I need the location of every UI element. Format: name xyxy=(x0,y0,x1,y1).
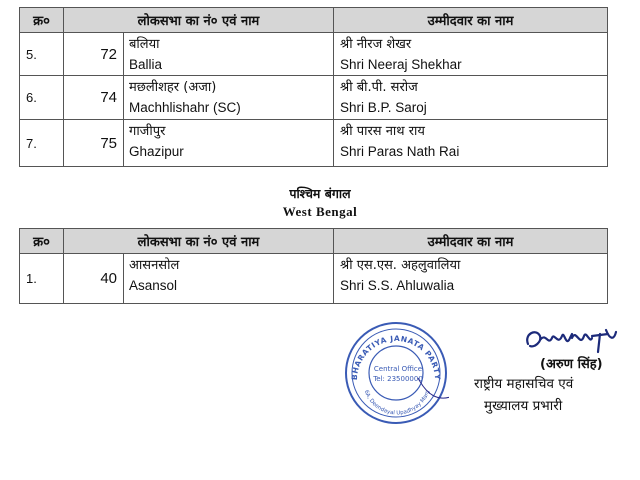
row-sno: 5. xyxy=(20,33,64,76)
constituency-english: Ballia xyxy=(129,57,163,72)
up-candidates-table xyxy=(19,7,608,167)
row-candidate xyxy=(334,120,608,167)
candidate-hindi: श्री पारस नाथ राय xyxy=(340,124,425,139)
candidate-hindi: श्री एस.एस. अहलुवालिया xyxy=(340,258,461,273)
candidate-english: Shri S.S. Ahluwalia xyxy=(340,278,455,293)
row-sno: 7. xyxy=(20,120,64,167)
header-candidate: उम्मीदवार का नाम xyxy=(334,229,608,254)
header-constituency: लोकसभा का नं० एवं नाम xyxy=(64,229,334,254)
candidate-english: Shri Neeraj Shekhar xyxy=(340,57,462,72)
row-pc-number: 74 xyxy=(64,76,124,120)
stamp-side-text: 6A, Deendayal Upadhyay Marg xyxy=(362,389,432,417)
table-row xyxy=(20,120,608,167)
header-candidate: उम्मीदवार का नाम xyxy=(334,8,608,33)
row-candidate xyxy=(334,33,608,76)
candidate-hindi: श्री बी.पी. सरोज xyxy=(340,80,418,95)
stamp-inner-line2: Tel: 23500000 xyxy=(373,375,423,383)
header-sno: क्र० xyxy=(20,8,64,33)
constituency-hindi: आसनसोल xyxy=(129,258,180,273)
signer-name: (अरुण सिंह) xyxy=(540,357,603,372)
wb-candidates-table xyxy=(19,228,608,304)
svg-text:6A, Deendayal Upadhyay Marg xyxy=(363,389,432,416)
row-constituency xyxy=(124,120,334,167)
row-pc-number: 75 xyxy=(64,120,124,167)
constituency-hindi: बलिया xyxy=(129,37,160,52)
stamp-inner-line1: Central Office xyxy=(373,365,423,373)
designation-line-1: राष्ट्रीय महासचिव एवं xyxy=(474,376,574,392)
state-heading-hindi: पश्चिम बंगाल xyxy=(289,186,351,201)
constituency-hindi: मछलीशहर (अजा) xyxy=(129,80,217,95)
constituency-english: Ghazipur xyxy=(129,144,184,159)
table-header-row xyxy=(20,8,608,33)
row-pc-number: 40 xyxy=(64,254,124,304)
state-heading-english: West Bengal xyxy=(282,204,358,219)
constituency-hindi: गाजीपुर xyxy=(129,124,166,139)
row-sno: 6. xyxy=(20,76,64,120)
candidate-english: Shri Paras Nath Rai xyxy=(340,144,460,159)
row-constituency xyxy=(124,254,334,304)
candidate-english: Shri B.P. Saroj xyxy=(340,100,427,115)
row-pc-number: 72 xyxy=(64,33,124,76)
row-candidate xyxy=(334,254,608,304)
header-constituency: लोकसभा का नं० एवं नाम xyxy=(64,8,334,33)
constituency-english: Machhlishahr (SC) xyxy=(129,100,241,115)
row-sno: 1. xyxy=(20,254,64,304)
candidate-hindi: श्री नीरज शेखर xyxy=(340,37,412,52)
handwritten-signature xyxy=(522,322,622,358)
party-stamp xyxy=(343,320,449,426)
row-constituency xyxy=(124,76,334,120)
table-row xyxy=(20,76,608,120)
header-sno: क्र० xyxy=(20,229,64,254)
table-header-row xyxy=(20,229,608,254)
designation-line-2: मुख्यालय प्रभारी xyxy=(484,398,563,414)
svg-text:BHARATIYA JANATA PARTY xyxy=(350,334,442,381)
row-candidate xyxy=(334,76,608,120)
table-row xyxy=(20,254,608,304)
stamp-outer-text: BHARATIYA JANATA PARTY xyxy=(349,333,443,381)
row-constituency xyxy=(124,33,334,76)
constituency-english: Asansol xyxy=(129,278,178,293)
table-row xyxy=(20,33,608,76)
